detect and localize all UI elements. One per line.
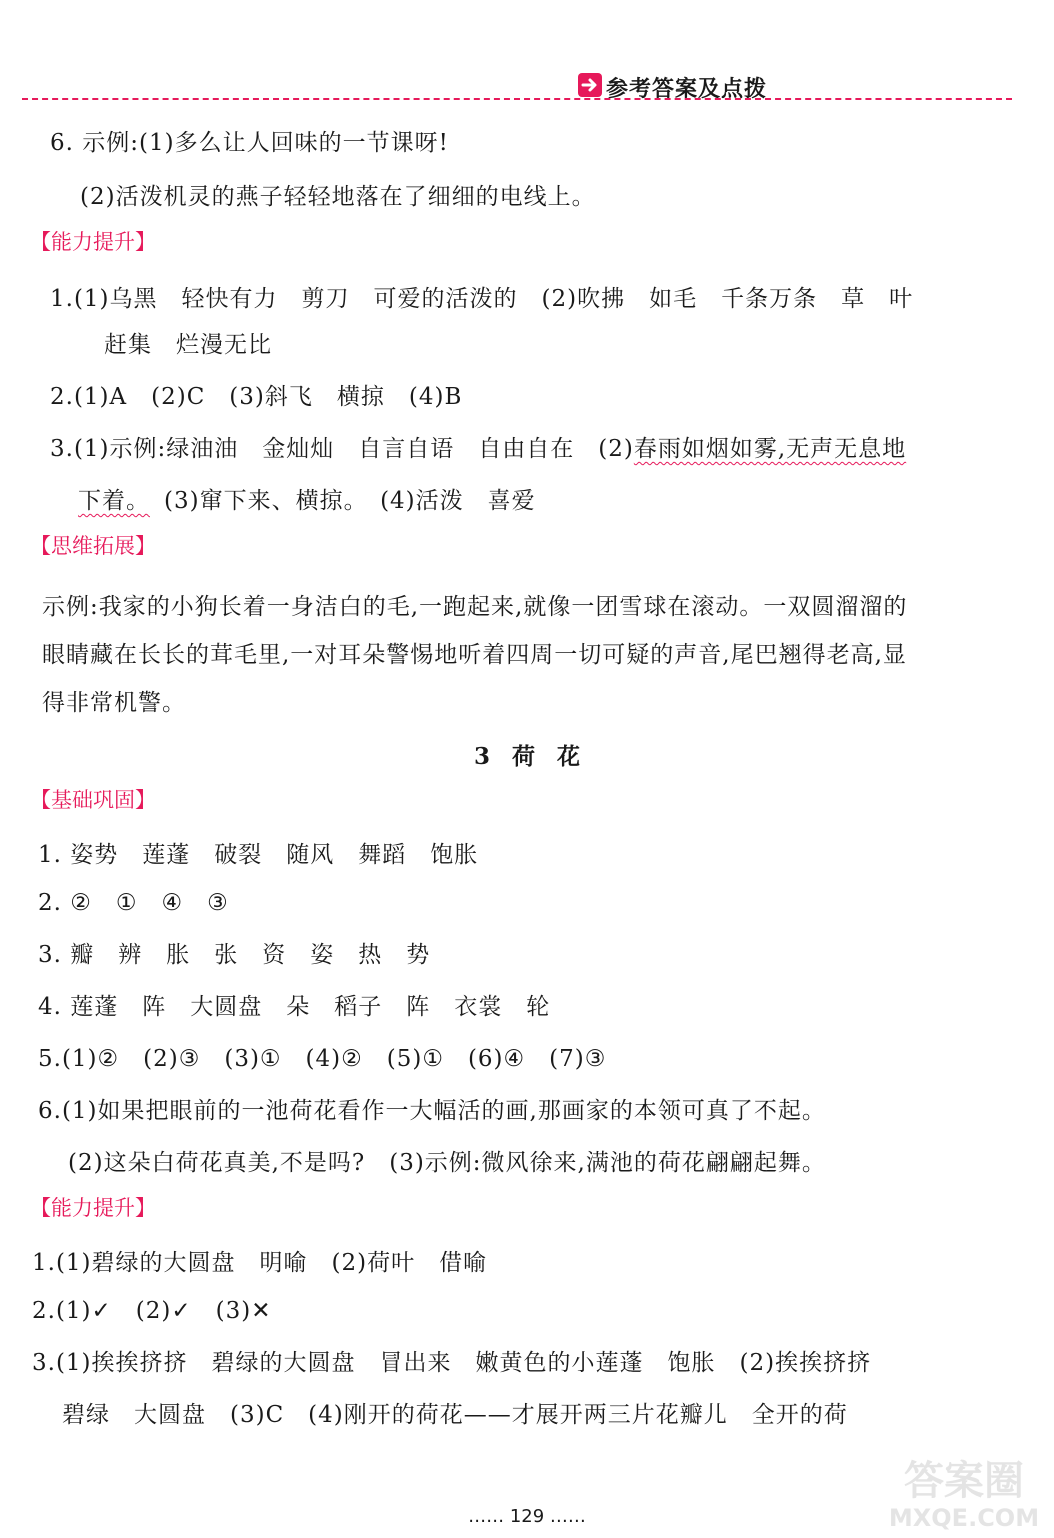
answer-line: 6. 示例:(1)多么让人回味的一节课呀! (50, 130, 449, 156)
page-number: …… 129 …… (468, 1506, 586, 1527)
paragraph-line: 示例:我家的小狗长着一身洁白的毛,一跑起来,就像一团雪球在滚动。一双圆溜溜的 (42, 594, 908, 620)
section-tag-ability: 【能力提升】 (30, 1196, 156, 1220)
answer-line: 3. 瓣 辨 胀 张 资 姿 热 势 (38, 942, 431, 968)
answer-line: 1.(1)乌黑 轻快有力 剪刀 可爱的活泼的 (2)吹拂 如毛 千条万条 草 叶 (50, 286, 914, 312)
answer-line (50, 434, 906, 464)
watermark-logo (876, 1450, 1052, 1534)
paragraph-line: 眼睛藏在长长的茸毛里,一对耳朵警惕地听着四周一切可疑的声音,尾巴翘得老高,显 (42, 642, 907, 668)
answer-line: (2)这朵白荷花真美,不是吗? (3)示例:微风徐来,满池的荷花翩翩起舞。 (68, 1150, 826, 1176)
svg-text:MXQE.COM: MXQE.COM (888, 1504, 1040, 1532)
header-title: 参考答案及点拨 (606, 77, 768, 102)
answer-line: 1. 姿势 莲蓬 破裂 随风 舞蹈 饱胀 (38, 842, 479, 868)
section-tag-basic: 【基础巩固】 (30, 788, 156, 812)
section-tag-ability: 【能力提升】 (30, 230, 156, 254)
header-divider (22, 98, 1012, 100)
wavy-underlined-text: 下着。 (78, 488, 150, 514)
header-arrow-icon (578, 73, 602, 97)
answer-line: 6.(1)如果把眼前的一池荷花看作一大幅活的画,那画家的本领可真了不起。 (38, 1098, 826, 1124)
answer-line: (2)活泼机灵的燕子轻轻地落在了细细的电线上。 (80, 184, 596, 210)
lesson-title: 3 荷 花 (473, 743, 581, 770)
answer-line: 2.(1)✓ (2)✓ (3)✕ (32, 1298, 272, 1324)
wavy-underlined-text: 春雨如烟如雾,无声无息地 (633, 436, 907, 462)
answer-line: 4. 莲蓬 阵 大圆盘 朵 稻子 阵 衣裳 轮 (38, 994, 551, 1020)
answer-line: 5.(1)② (2)③ (3)① (4)② (5)① (6)④ (7)③ (38, 1046, 607, 1072)
answer-line (78, 486, 536, 516)
answer-line: 2. ② ① ④ ③ (38, 890, 229, 916)
answer-line: 3.(1)挨挨挤挤 碧绿的大圆盘 冒出来 嫩黄色的小莲蓬 饱胀 (2)挨挨挤挤 (32, 1350, 872, 1376)
answer-line: 赶集 烂漫无比 (104, 332, 272, 358)
answer-text: 3.(1)示例:绿油油 金灿灿 自言自语 自由自在 (2) (50, 436, 634, 462)
section-tag-thinking: 【思维拓展】 (30, 534, 156, 558)
paragraph-line: 得非常机警。 (42, 690, 186, 716)
answer-line: 2.(1)A (2)C (3)斜飞 横掠 (4)B (50, 384, 463, 410)
svg-text:答案圈: 答案圈 (904, 1458, 1024, 1504)
answer-line: 碧绿 大圆盘 (3)C (4)刚开的荷花——才展开两三片花瓣儿 全开的荷 (62, 1402, 848, 1428)
answer-text: (3)窜下来、横掠。 (4)活泼 喜爱 (164, 488, 536, 514)
answer-line: 1.(1)碧绿的大圆盘 明喻 (2)荷叶 借喻 (32, 1250, 488, 1276)
